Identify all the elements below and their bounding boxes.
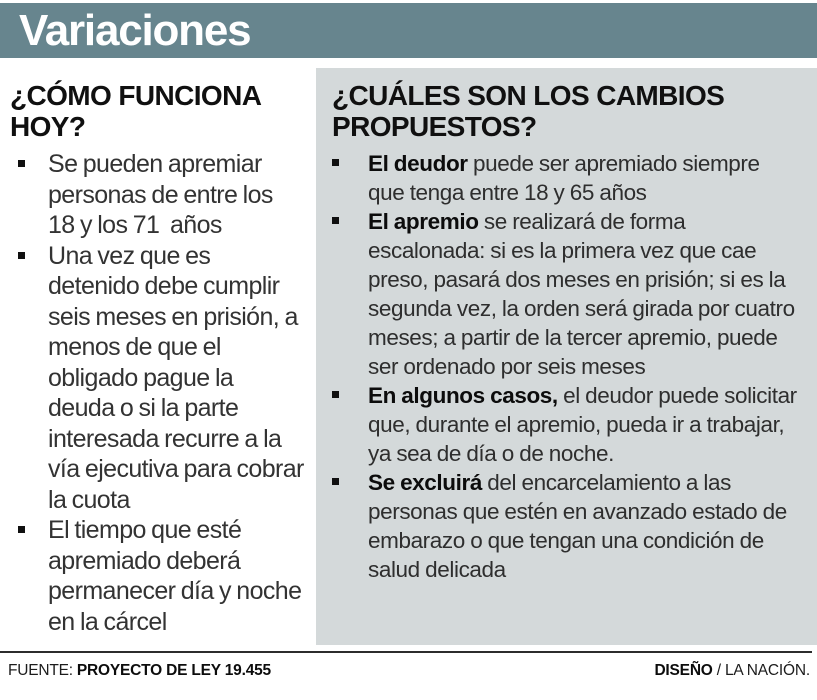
- current-law-heading: ¿CÓMO FUNCIONA HOY?: [10, 80, 261, 142]
- bullet-text: [368, 381, 799, 468]
- page-title: Variaciones: [19, 6, 251, 55]
- bullet-lead-in: Se excluirá: [368, 470, 482, 495]
- footer: [8, 661, 810, 681]
- bullet-text: Una vez que es detenido debe cumplir seis meses en prisión, a menos de que el obligado pague la deuda o si la parte interesada recurre a la vía ejecutiva para cobrar la cuota: [48, 241, 304, 514]
- bullet-text: [368, 207, 799, 381]
- proposed-changes-list: [332, 149, 799, 584]
- list-item: [332, 468, 799, 584]
- bullet-square-icon: [18, 252, 25, 259]
- proposed-changes-panel: [316, 68, 817, 645]
- list-item: [10, 149, 312, 241]
- bullet-square-icon: [332, 159, 339, 166]
- current-law-list: [10, 149, 312, 637]
- list-item: [10, 241, 312, 516]
- footer-divider: [0, 651, 812, 653]
- current-law-column: [10, 68, 312, 637]
- bullet-square-icon: [18, 160, 25, 167]
- bullet-square-icon: [332, 391, 339, 398]
- header-band: [0, 3, 817, 58]
- design-label: DISEÑO: [654, 662, 713, 679]
- list-item: [10, 515, 312, 637]
- list-item: [332, 149, 799, 207]
- bullet-text: Se pueden apremiar personas de entre los 18 y los 71 años: [48, 150, 273, 239]
- bullet-body: del encarcelamiento a las personas que estén en avanzado estado de embarazo o que tengan una condición de salud delicada: [368, 470, 787, 582]
- bullet-lead-in: El deudor: [368, 151, 468, 176]
- source-credit: [8, 661, 271, 681]
- bullet-text: [368, 149, 799, 207]
- design-credit: [654, 661, 810, 681]
- bullet-square-icon: [332, 478, 339, 485]
- source-label: FUENTE:: [8, 662, 73, 679]
- bullet-text: El tiempo que esté apremiado deberá permanecer día y noche en la cárcel: [48, 516, 302, 636]
- bullet-body: puede ser apremiado siempre que tenga entre 18 y 65 años: [368, 151, 760, 205]
- list-item: [332, 381, 799, 468]
- proposed-changes-heading: ¿CUÁLES SON LOS CAMBIOS PROPUESTOS?: [332, 80, 725, 142]
- bullet-text: [368, 468, 799, 584]
- bullet-square-icon: [332, 217, 339, 224]
- bullet-lead-in: El apremio: [368, 209, 479, 234]
- list-item: [332, 207, 799, 381]
- bullet-lead-in: En algunos casos,: [368, 383, 558, 408]
- bullet-body: se realizará de forma escalonada: si es la primera vez que cae preso, pasará dos meses en prisión; si es la segunda vez, la orden será girada por cuatro meses; a partir de la tercer apremio, puede ser ordenado por seis meses: [368, 209, 795, 379]
- source-value: PROYECTO DE LEY 19.455: [76, 662, 271, 679]
- bullet-square-icon: [18, 526, 25, 533]
- design-publisher: / LA NACIÓN.: [712, 662, 810, 679]
- bullet-body: el deudor puede solicitar que, durante el apremio, pueda ir a trabajar, ya sea de día o de noche.: [368, 383, 797, 466]
